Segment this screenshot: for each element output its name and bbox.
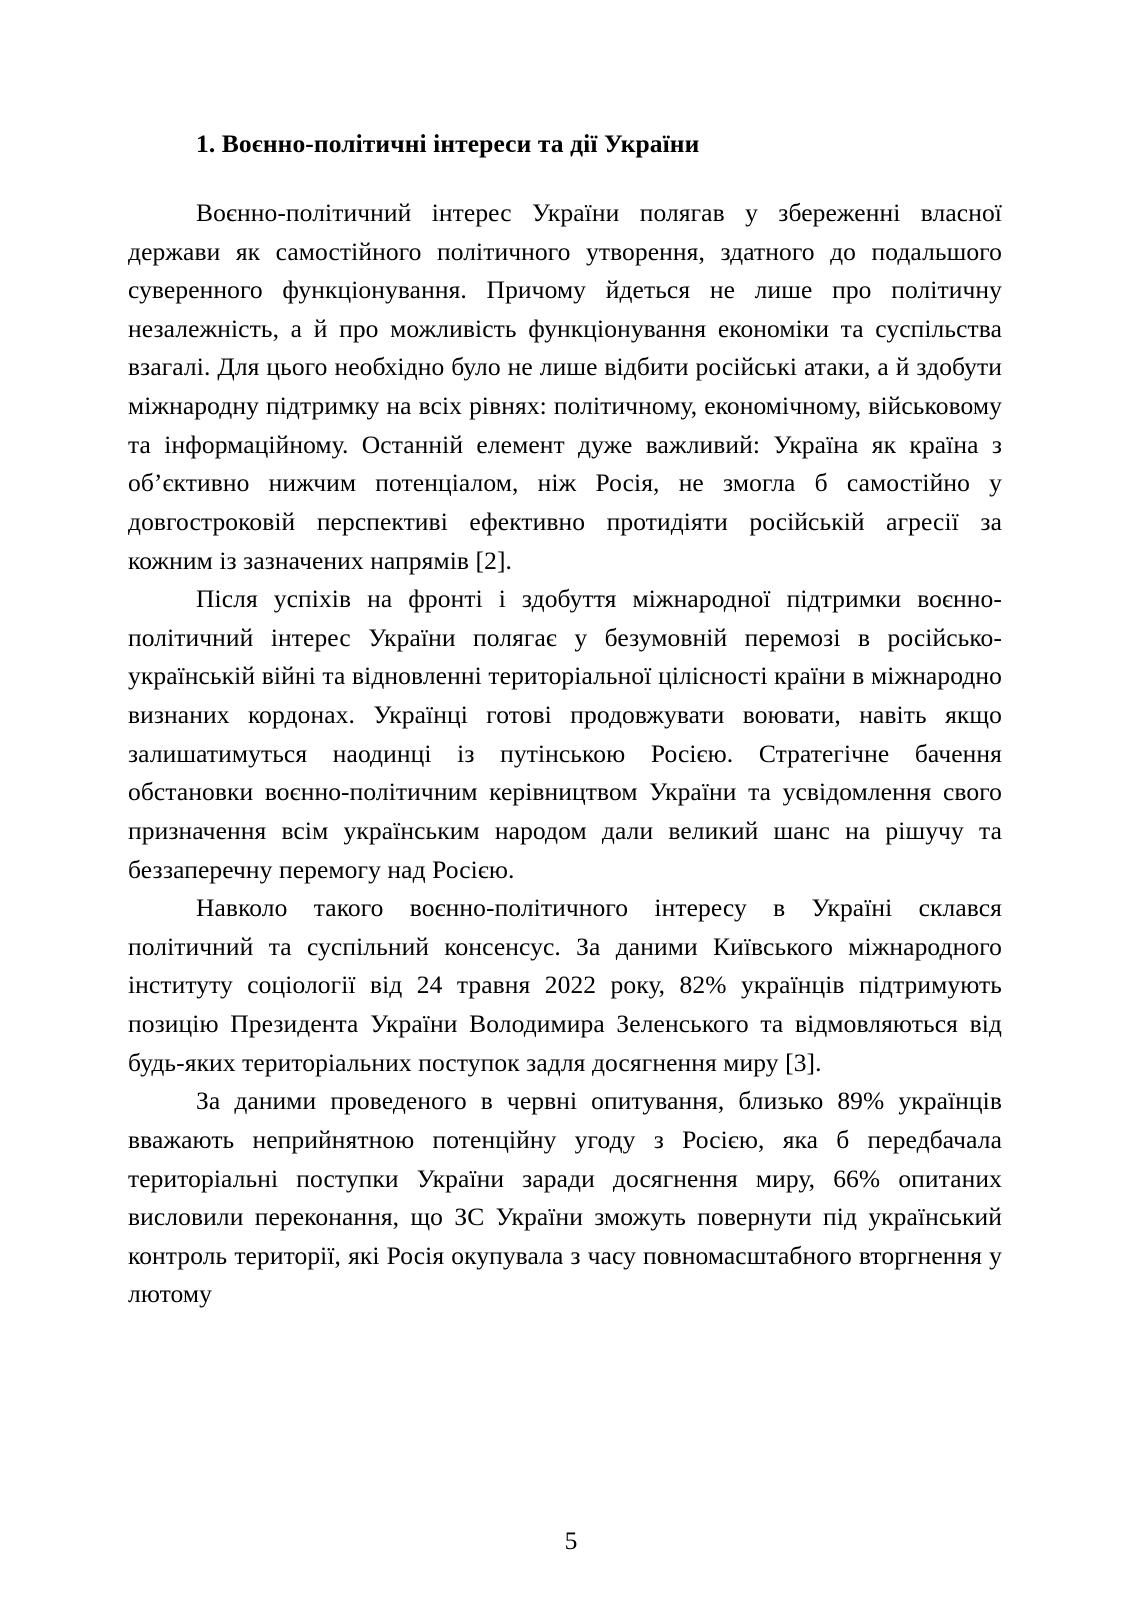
- body-paragraph: Воєнно-політичний інтерес України полягав у збереженні власної держави як самостійного політичного утворення, здатного до подальшого суверенного функціонування. Причому йдеться не лише про політичну незалежність, а й про можливість функціонування економіки та суспільства взагалі. Для цього необхідно було не лише відбити російські атаки, а й здобути міжнародну підтримку на всіх рівнях: політичному, економічному, військовому та інформаційному. Останній елемент дуже важливий: Україна як країна з об’єктивно нижчим потенціалом, ніж Росія, не змогла б самостійно у довгостроковій перспективі ефективно протидіяти російській агресії за кожним із зазначених напрямів [2].: [128, 197, 1002, 575]
- body-paragraph: Навколо такого воєнно-політичного інтересу в Україні склався політичний та суспільний консенсус. За даними Київського міжнародного інституту соціології від 24 травня 2022 року, 82% українців підтримують позицію Президента України Володимира Зеленського та відмовляються від будь-яких територіальних поступок задля досягнення миру [3].: [128, 893, 1002, 1077]
- page-number: 5: [564, 1525, 578, 1555]
- page-title: 1. Воєнно-політичні інтереси та дії України: [196, 129, 700, 158]
- body-paragraph: Після успіхів на фронті і здобуття міжнародної підтримки воєнно-політичний інтерес України полягає у безумовній перемозі в російсько-українській війні та відновленні територіальної цілісності країни в міжнародно визнаних кордонах. Українці готові продовжувати воювати, навіть якщо залишатимуться наодинці із путінською Росією. Стратегічне бачення обстановки воєнно-політичним керівництвом України та усвідомлення свого призначення всім українським народом дали великий шанс на рішучу та беззаперечну перемогу над Росією.: [128, 584, 1002, 884]
- body-paragraph: За даними проведеного в червні опитування, близько 89% українців вважають неприйнятною потенційну угоду з Росією, яка б передбачала територіальні поступки України заради досягнення миру, 66% опитаних висловили переконання, що ЗС України зможуть повернути під український контроль території, які Росія окупувала з часу повномасштабного вторгнення у лютому: [128, 1086, 1002, 1309]
